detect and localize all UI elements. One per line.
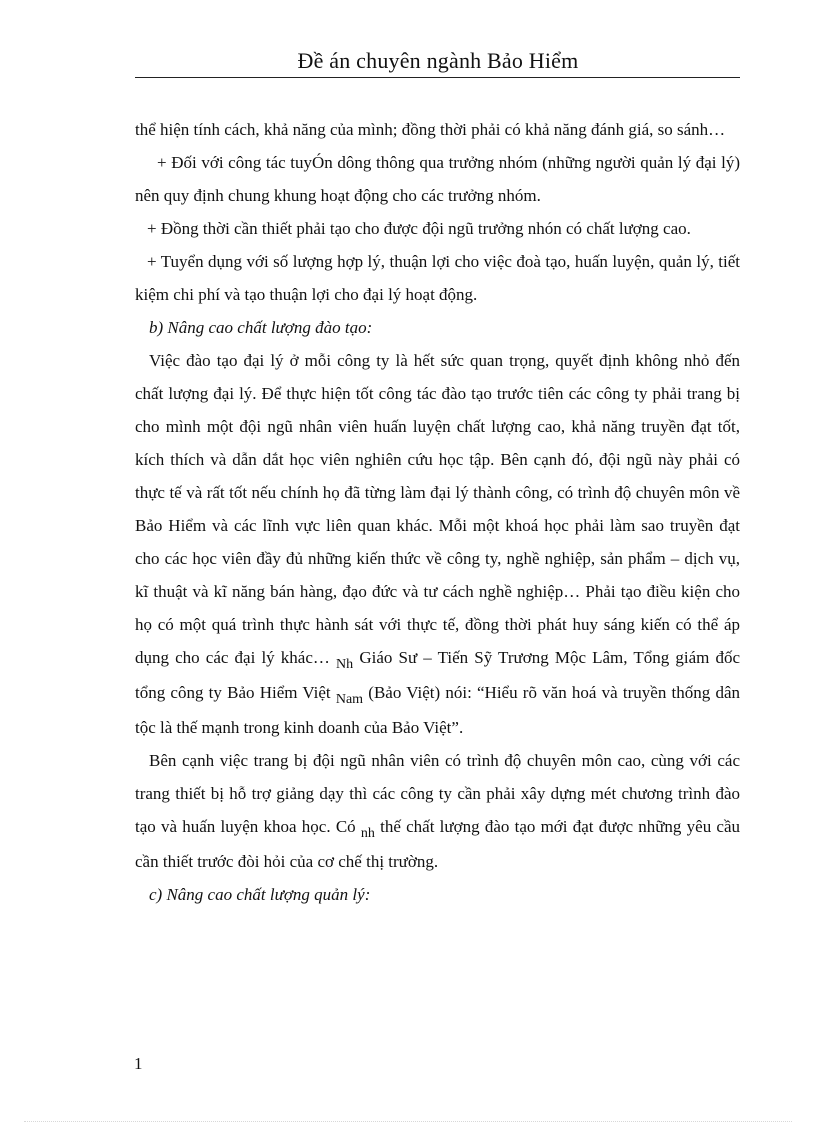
stray-fragment: Nam [335, 692, 364, 707]
bullet-paragraph: + Tuyển dụng với số lượng hợp lý, thuận lợi cho việc đoà tạo, huấn luyện, quản lý, tiết kiệm chi phí và tạo thuận lợi cho đại lý hoạt động. [135, 252, 740, 304]
stray-fragment: Nh [336, 657, 354, 672]
document-body [135, 113, 740, 911]
paragraph-text: thế chất lượng đào tạo mới đạt được những yêu cầu cần thiết trước đòi hỏi của cơ chế thị trường. [135, 817, 741, 871]
bullet-paragraph: + Đối với công tác tuyÓn dông thông qua trưởng nhóm (những người quản lý đại lý) nên quy định chung khung hoạt động cho các trưởng nhóm. [135, 153, 740, 205]
section-heading: b) Nâng cao chất lượng đào tạo: [149, 318, 373, 337]
bullet-paragraph: + Đồng thời cần thiết phải tạo cho được đội ngũ trưởng nhón có chất lượng cao. [147, 219, 691, 238]
page-bottom-divider [24, 1121, 792, 1122]
paragraph-text: Bên cạnh việc trang bị đội ngũ nhân viên có trình độ chuyên môn cao, cùng với các trang thiết bị hỗ trợ giảng dạy thì các công ty cần phải xây dựng mét chương trình đào tạo và huấn luyện khoa học. Có [135, 751, 740, 836]
section-heading: c) Nâng cao chất lượng quản lý: [149, 885, 371, 904]
paragraph [135, 744, 740, 878]
stray-fragment: nh [360, 826, 375, 841]
paragraph [135, 344, 740, 744]
paragraph: thể hiện tính cách, khả năng của mình; đồng thời phải có khả năng đánh giá, so sánh… [135, 120, 726, 139]
paragraph-text: Giáo Sư – Tiến Sỹ Trương Mộc Lâm, Tổng giám đốc tổng công ty Bảo Hiểm Việt [135, 648, 741, 702]
paragraph-text: (Bảo Việt) nói: “Hiểu rõ văn hoá và truyền thống dân tộc là thế mạnh trong kinh doanh của Bảo Việt”. [135, 683, 741, 737]
header-rule [135, 77, 740, 78]
paragraph-text: Việc đào tạo đại lý ở mỗi công ty là hết sức quan trọng, quyết định không nhỏ đến chất lượng đại lý. Để thực hiện tốt công tác đào tạo trước tiên các công ty phải trang bị cho mình một đội ngũ nhân viên huấn luyện chất lượng cao, khả năng truyền đạt tốt, kích thích và dẫn dắt học viên nghiên cứu học tập. Bên cạnh đó, đội ngũ này phải có thực tế và rất tốt nếu chính họ đã từng làm đại lý thành công, có trình độ chuyên môn về Bảo Hiểm và các lĩnh vực liên quan khác. Mỗi một khoá học phải làm sao truyền đạt cho các học viên đầy đủ những kiến thức về công ty, nghề nghiệp, sản phẩm – dịch vụ, kĩ thuật và kĩ năng bán hàng, đạo đức và tư cách nghề nghiệp… Phải tạo điều kiện cho họ có một quá trình thực hành sát với thực tế, đồng thời phát huy sáng kiến có thể áp dụng cho các đại lý khác… [135, 351, 740, 667]
page-header-title: Đề án chuyên ngành Bảo Hiểm [297, 48, 579, 73]
page-number: 1 [134, 1054, 143, 1073]
